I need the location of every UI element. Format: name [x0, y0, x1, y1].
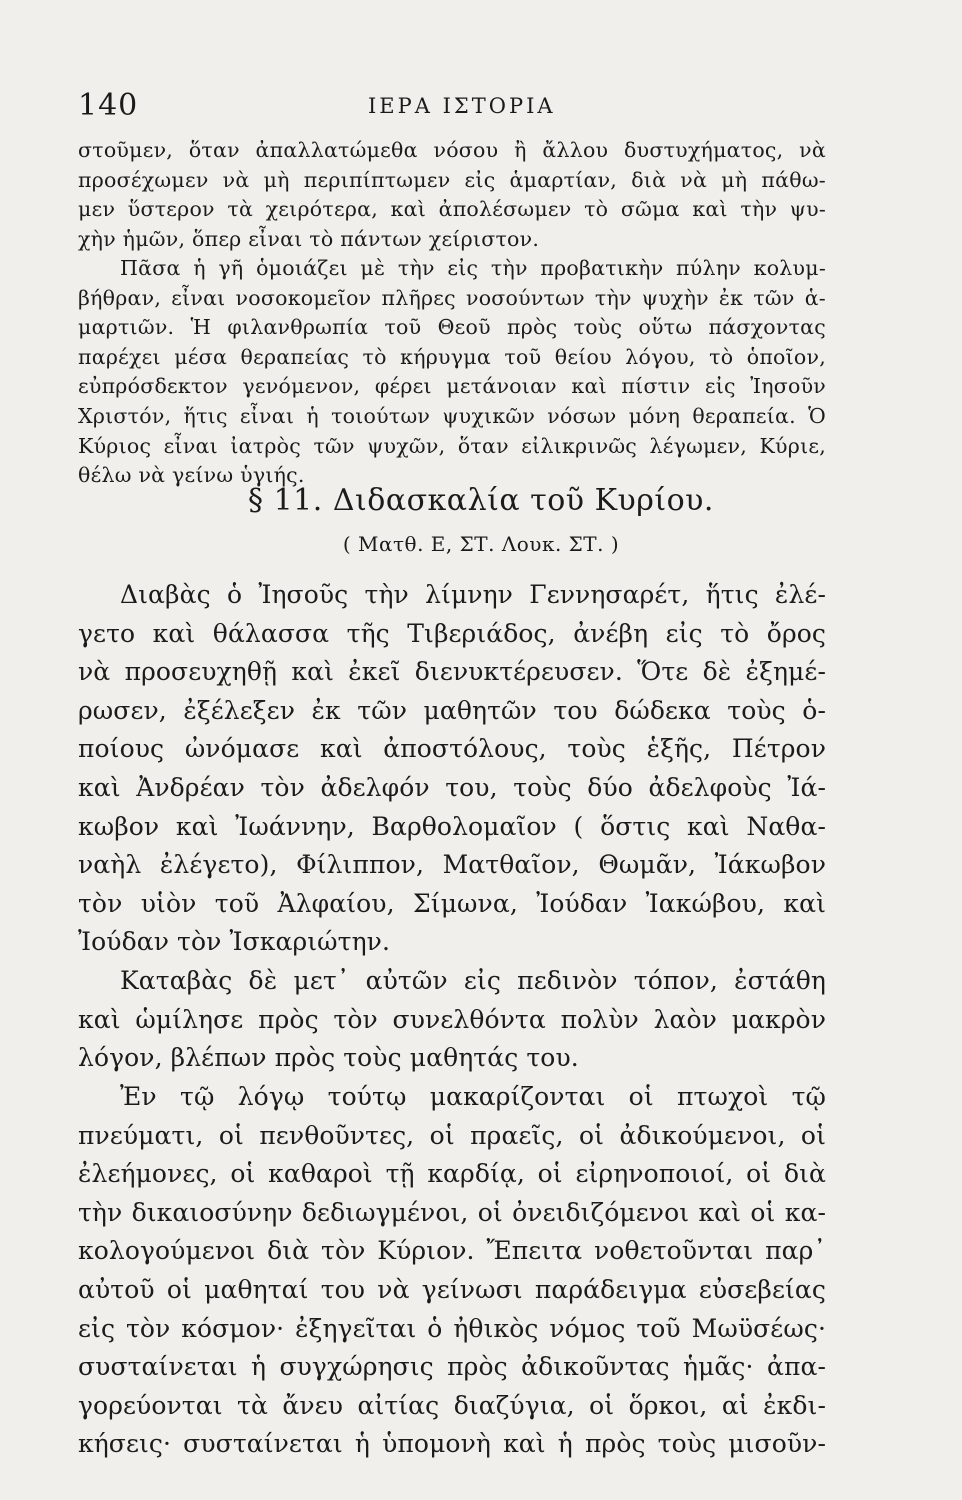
- text-line: ναὴλ ἐλέγετο), Φίλιππον, Ματθαῖον, Θωμᾶν, Ἰάκωβον: [78, 850, 826, 880]
- text-line: λόγον, βλέπων πρὸς τοὺς μαθητάς του.: [78, 1043, 579, 1073]
- text-line: νὰ προσευχηθῇ καὶ ἐκεῖ διενυκτέρευσεν. Ὅτε δὲ ἐξημέ-: [78, 657, 826, 687]
- text-line: Διαβὰς ὁ Ἰησοῦς τὴν λίμνην Γεννησαρέτ, ἥτις ἐλέ-: [120, 580, 826, 609]
- text-line: πνεύματι, οἱ πενθοῦντες, οἱ πραεῖς, οἱ ἀδικούμενοι, οἱ: [78, 1120, 826, 1150]
- text-line: τὸν υἱὸν τοῦ Ἀλφαίου, Σίμωνα, Ἰούδαν Ἰακώβου, καὶ: [78, 888, 826, 918]
- text-line: ἐλεήμονες, οἱ καθαροὶ τῇ καρδίᾳ, οἱ εἰρηνοποιοί, οἱ διὰ: [78, 1159, 826, 1189]
- text-line: προσέχωμεν νὰ μὴ περιπίπτωμεν εἰς ἁμαρτίαν, διὰ νὰ μὴ πάθω-: [78, 167, 826, 192]
- running-title: ΙΕΡΑ ΙΣΤΟΡΙΑ: [368, 94, 556, 118]
- section-title: § 11. Διδασκαλία τοῦ Κυρίου.: [248, 483, 714, 518]
- text-line: Ἰούδαν τὸν Ἰσκαριώτην.: [78, 927, 391, 957]
- text-line: καὶ Ἀνδρέαν τὸν ἀδελφόν του, τοὺς δύο ἀδελφοὺς Ἰά-: [78, 772, 826, 802]
- text-line: κολογούμενοι διὰ τὸν Κύριον. Ἔπειτα νοθετοῦνται παρ᾽: [78, 1236, 826, 1266]
- section-reference: ( Ματθ. Ε, ΣΤ. Λουκ. ΣΤ. ): [342, 532, 620, 556]
- paragraph-continuation: [78, 136, 826, 254]
- text-line: γετο καὶ θάλασσα τῆς Τιβεριάδος, ἀνέβη εἰς τὸ ὄρος: [78, 618, 826, 648]
- text-line: ποίους ὠνόμασε καὶ ἀποστόλους, τοὺς ἑξῆς, Πέτρον: [78, 734, 826, 764]
- text-line: συσταίνεται ἡ συγχώρησις πρὸς ἀδικοῦντας ἡμᾶς· ἀπα-: [78, 1352, 826, 1382]
- text-line: Καταβὰς δὲ μετ᾽ αὐτῶν εἰς πεδινὸν τόπον, ἐστάθη: [120, 966, 826, 995]
- text-line: ρωσεν, ἐξέλεξεν ἐκ τῶν μαθητῶν του δώδεκα τοὺς ὁ-: [78, 695, 826, 725]
- text-line: παρέχει μέσα θεραπείας τὸ κήρυγμα τοῦ θείου λόγου, τὸ ὁποῖον,: [78, 344, 826, 369]
- text-line: καὶ ὡμίλησε πρὸς τὸν συνελθόντα πολὺν λαὸν μακρὸν: [78, 1004, 826, 1034]
- text-line: χὴν ἡμῶν, ὅπερ εἶναι τὸ πάντων χείριστον.: [78, 226, 540, 251]
- paragraph-sermon-setting: [78, 962, 826, 1078]
- text-line: κήσεις· συσταίνεται ἡ ὑπομονὴ καὶ ἡ πρὸς τοὺς μισοῦν-: [78, 1429, 826, 1459]
- text-line: Πᾶσα ἡ γῆ ὁμοιάζει μὲ τὴν εἰς τὴν προβατικὴν πύλην κολυμ-: [120, 256, 826, 280]
- text-line: βήθραν, εἶναι νοσοκομεῖον πλῆρες νοσούντων τὴν ψυχὴν ἐκ τῶν ἁ-: [78, 285, 826, 310]
- text-line: κωβον καὶ Ἰωάννην, Βαρθολομαῖον ( ὅστις καὶ Ναθα-: [78, 811, 826, 841]
- text-line: γορεύονται τὰ ἄνευ αἰτίας διαζύγια, οἱ ὅρκοι, αἱ ἐκδι-: [78, 1390, 826, 1420]
- text-line: Ἐν τῷ λόγῳ τούτῳ μακαρίζονται οἱ πτωχοὶ τῷ: [120, 1082, 826, 1111]
- text-line: στοῦμεν, ὅταν ἀπαλλατώμεθα νόσου ἢ ἄλλου δυστυχήματος, νὰ: [78, 138, 826, 162]
- paragraph-apostles: [78, 576, 826, 962]
- page-header: [78, 88, 844, 128]
- text-line: θέλω νὰ γείνω ὑγιής.: [78, 463, 305, 488]
- text-line: τὴν δικαιοσύνην δεδιωγμένοι, οἱ ὀνειδιζόμενοι καὶ οἱ κα-: [78, 1197, 826, 1227]
- paragraph-beatitudes: [78, 1078, 826, 1464]
- text-line: Κύριος εἶναι ἰατρὸς τῶν ψυχῶν, ὅταν εἰλικρινῶς λέγωμεν, Κύριε,: [78, 433, 826, 458]
- paragraph-healing: [78, 254, 826, 491]
- text-line: εὐπρόσδεκτον γενόμενον, φέρει μετάνοιαν καὶ πίστιν εἰς Ἰησοῦν: [78, 374, 826, 399]
- text-line: μεν ὕστερον τὰ χειρότερα, καὶ ἀπολέσωμεν τὸ σῶμα καὶ τὴν ψυ-: [78, 197, 826, 222]
- text-line: Χριστόν, ἥτις εἶναι ἡ τοιούτων ψυχικῶν νόσων μόνη θεραπεία. Ὁ: [78, 403, 826, 428]
- text-line: αὐτοῦ οἱ μαθηταί του νὰ γείνωσι παράδειγμα εὐσεβείας: [78, 1274, 826, 1304]
- text-line: εἰς τὸν κόσμον· ἐξηγεῖται ὁ ἠθικὸς νόμος τοῦ Μωϋσέως·: [78, 1313, 826, 1343]
- page-number: 140: [78, 88, 139, 123]
- text-line: μαρτιῶν. Ἡ φιλανθρωπία τοῦ Θεοῦ πρὸς τοὺς οὕτω πάσχοντας: [78, 315, 826, 340]
